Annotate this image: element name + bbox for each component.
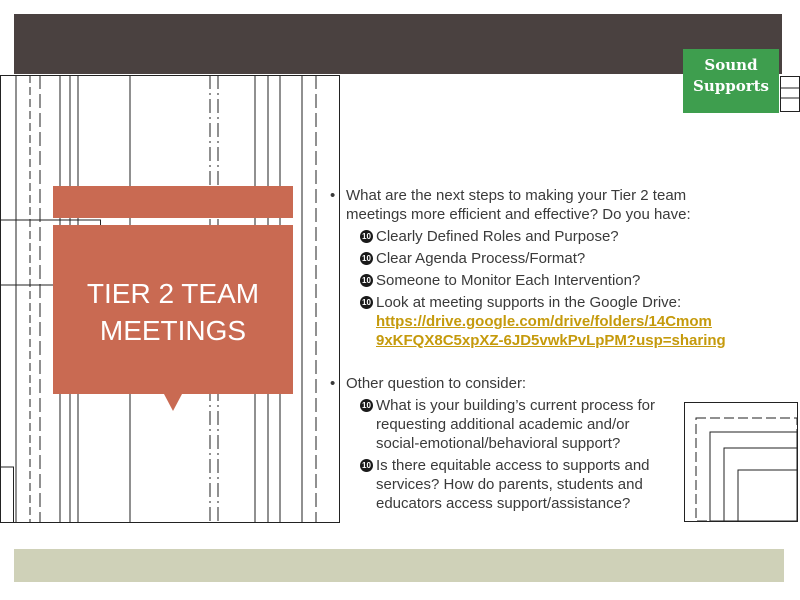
subitem-text: Is there equitable access to supports and services? How do parents, students and educators access support/assistance? xyxy=(376,457,650,512)
bullet-text: Other question to consider: xyxy=(346,375,527,392)
decorative-lines-top-right xyxy=(780,76,800,112)
numbered-circle-icon: 10 xyxy=(360,252,373,265)
subitem-agenda xyxy=(330,249,750,268)
numbered-circle-icon: 10 xyxy=(360,399,373,412)
bullet-next-steps xyxy=(330,186,750,224)
slide-title xyxy=(87,275,259,349)
subitem-current-process xyxy=(330,396,676,453)
subitem-text: What is your building’s current process for requesting additional academic and/or social-emotional/behavioral support? xyxy=(376,397,656,452)
logo-line-2: Supports xyxy=(693,77,769,95)
logo-line-1: Sound xyxy=(704,56,758,74)
link-line-2: 9xKFQX8C5xpXZ-6JD5vwkPvLpPM?usp=sharing xyxy=(376,332,726,349)
title-accent-strip xyxy=(53,186,293,218)
bullet-dot-icon: • xyxy=(330,375,336,392)
numbered-circle-icon: 10 xyxy=(360,274,373,287)
bullet-dot-icon: • xyxy=(330,187,336,204)
link-line-1: https://drive.google.com/drive/folders/14Cmom xyxy=(376,313,712,330)
bullet-other-question xyxy=(330,374,750,393)
callout-pointer xyxy=(164,394,182,411)
bullet-text: What are the next steps to making your Tier 2 team meetings more efficient and effective? Do you have: xyxy=(346,187,691,223)
subitem-equitable-access xyxy=(330,456,676,513)
slide-content xyxy=(330,186,750,513)
subitem-text: Clear Agenda Process/Format? xyxy=(376,250,586,267)
title-line-1: TIER 2 TEAM xyxy=(86,277,260,309)
sound-supports-logo xyxy=(683,49,779,113)
google-drive-link[interactable] xyxy=(376,313,726,349)
numbered-circle-icon: 10 xyxy=(360,459,373,472)
numbered-circle-icon: 10 xyxy=(360,296,373,309)
subitem-roles xyxy=(330,227,750,246)
footer-bar xyxy=(14,549,784,582)
numbered-circle-icon: 10 xyxy=(360,230,373,243)
title-line-2: MEETINGS xyxy=(99,314,247,346)
subitem-google-drive xyxy=(330,293,750,350)
subitem-monitor xyxy=(330,271,750,290)
subitem-text: Look at meeting supports in the Google Drive: xyxy=(376,294,682,311)
header-bar xyxy=(14,14,782,74)
subitem-text: Clearly Defined Roles and Purpose? xyxy=(376,228,619,245)
title-box xyxy=(53,225,293,394)
subitem-text: Someone to Monitor Each Intervention? xyxy=(376,272,641,289)
